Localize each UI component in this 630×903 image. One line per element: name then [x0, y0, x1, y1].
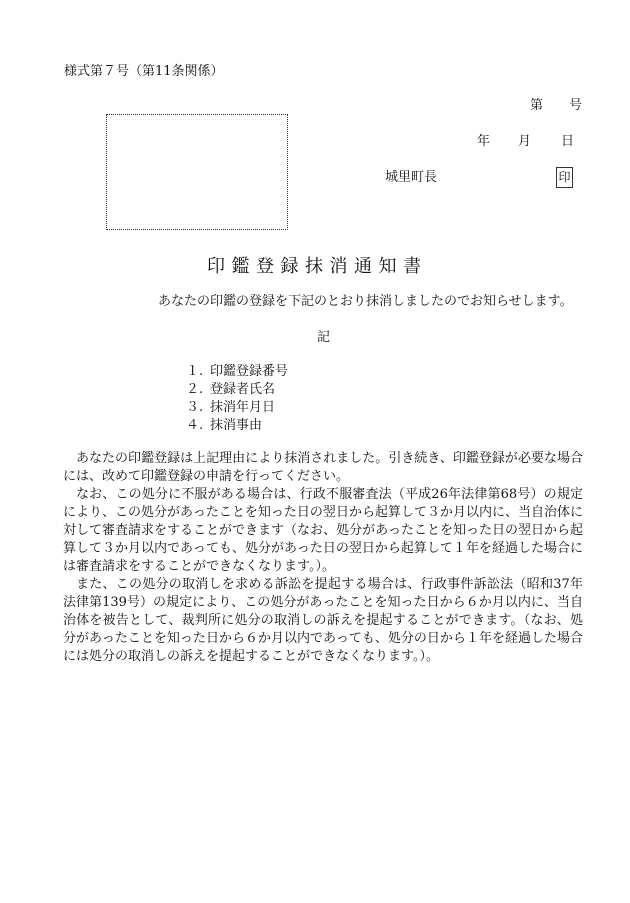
page-title: 印鑑登録抹消通知書	[207, 256, 428, 277]
form-number: 様式第７号（第11条関係）	[64, 64, 224, 79]
item-list	[186, 363, 288, 435]
document-number-label: 第	[530, 98, 544, 113]
list-item	[186, 417, 288, 435]
body-text	[63, 450, 583, 666]
issue-date	[477, 133, 574, 151]
paragraph: また、この処分の取消しを求める訴訟を提起する場合は、行政事件訴訟法（昭和37年法律第139号）の規定により、この処分があったことを知った日から６か月以内に、当自治体を被告として、裁判所に処分の取消しの訴えを提起することができます。（なお、処分があったことを知った日から６か月以内であっても、処分の日から１年を経過した場合には処分の取消しの訴えを提起することができなくなります。）。	[63, 577, 583, 664]
item-number: ２.	[186, 382, 204, 397]
item-number: １.	[186, 364, 204, 379]
document-number	[530, 97, 582, 115]
item-label: 登録者氏名	[210, 382, 276, 397]
seal-mark: 印	[556, 167, 573, 188]
item-label: 印鑑登録番号	[210, 364, 289, 379]
item-number: ４.	[186, 418, 204, 433]
list-item	[186, 399, 288, 417]
item-number: ３.	[186, 400, 204, 415]
item-label: 抹消年月日	[210, 400, 276, 415]
intro-text: あなたの印鑑の登録を下記のとおり抹消しましたのでお知らせします。	[158, 294, 573, 309]
address-box	[106, 114, 288, 230]
list-item	[186, 363, 288, 381]
document-number-suffix: 号	[569, 98, 583, 113]
issuer-name: 城里町長	[385, 170, 438, 185]
list-item	[186, 381, 288, 399]
date-year: 年	[477, 134, 491, 149]
item-label: 抹消事由	[210, 418, 263, 433]
paragraph: あなたの印鑑登録は上記理由により抹消されました。引き続き、印鑑登録が必要な場合には、改めて印鑑登録の申請を行ってください。	[63, 451, 583, 484]
ki-heading: 記	[317, 330, 331, 345]
date-day: 日	[561, 134, 575, 149]
date-month: 月	[518, 134, 532, 149]
paragraph: なお、この処分に不服がある場合は、行政不服審査法（平成26年法律第68号）の規定により、この処分があったことを知った日の翌日から起算して３か月以内に、当自治体に対して審査請求をすることができます（なお、処分があったことを知った日の翌日から起算して３か月以内であっても、処分があった日の翌日から起算して１年を経過した場合には審査請求をすることができなくなります。）。	[63, 487, 583, 574]
